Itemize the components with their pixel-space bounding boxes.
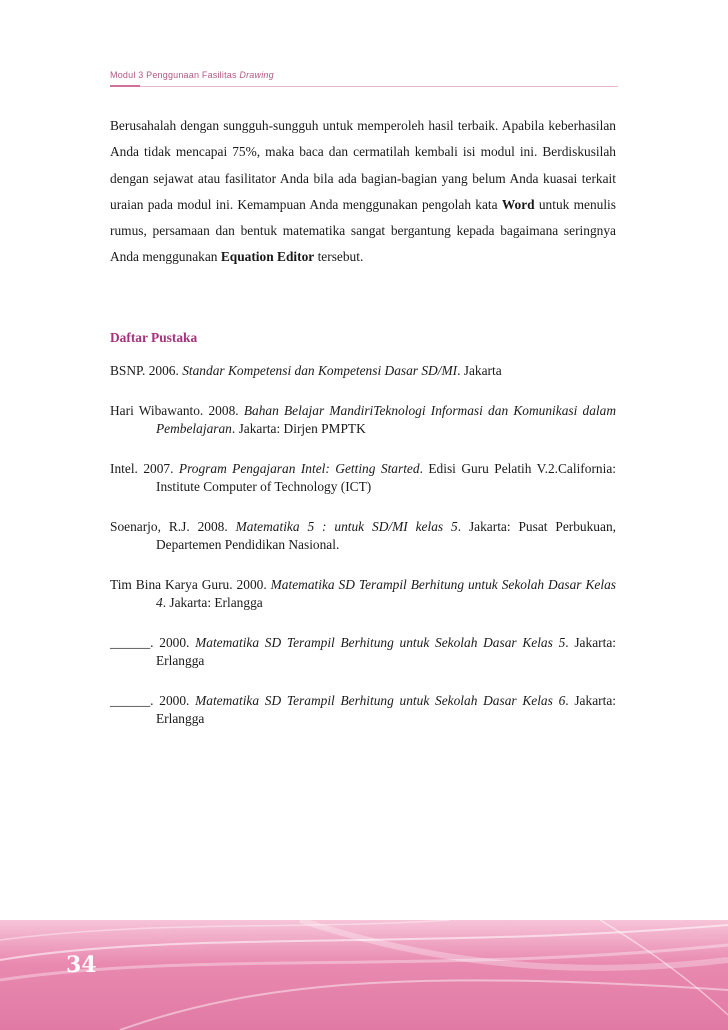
header-divider [110, 86, 618, 87]
reference-title: Program Pengajaran Intel: Getting Started [178, 460, 420, 476]
reference-publisher: . Jakarta: Dirjen PMPTK [231, 421, 366, 436]
reference-item [110, 402, 616, 439]
reference-author-year: Intel. 2007. [110, 460, 179, 476]
reference-title: Matematika SD Terampil Berhitung untuk Sekolah Dasar Kelas 4 [156, 576, 616, 610]
reference-title: Matematika SD Terampil Berhitung untuk Sekolah Dasar Kelas 6 [195, 692, 566, 708]
reference-publisher: . Edisi Guru Pelatih V.2.California: Institute Computer of Technology (ICT) [156, 460, 617, 494]
reference-title: Matematika 5 : untuk SD/MI kelas 5 [235, 518, 458, 534]
header-divider-accent [110, 85, 140, 87]
reference-list [110, 362, 616, 750]
reference-author-year: ______. 2000. [110, 634, 196, 650]
reference-publisher: . Jakarta: Erlangga [156, 692, 616, 726]
reference-title: Matematika SD Terampil Berhitung untuk Sekolah Dasar Kelas 5 [195, 634, 566, 650]
footer-swoosh-graphic [0, 920, 728, 1030]
reference-title: Bahan Belajar MandiriTeknologi Informasi dan Komunikasi dalam Pembelajaran [156, 402, 616, 436]
body-text-part-1: Berusahalah dengan sungguh-sungguh untuk memperoleh hasil terbaik. Apabila keberhasilan Anda tidak mencapai 75%, maka baca dan cermatilah kembali isi modul ini. Berdiskusilah dengan sejawat atau fasilitator Anda bila ada bagian-bagian yang belum Anda kuasai terkait uraian pada modul ini. Kemampuan Anda menggunakan pengolah kata [110, 118, 616, 212]
body-bold-word: Word [501, 196, 535, 212]
reference-author-year: Hari Wibawanto. 2008. [110, 402, 244, 418]
body-bold-equation-editor: Equation Editor [220, 249, 315, 265]
reference-item [110, 576, 616, 613]
header-module-text: Modul 3 Penggunaan Fasilitas [110, 70, 237, 80]
reference-author-year: Soenarjo, R.J. 2008. [110, 518, 236, 534]
reference-item [110, 362, 616, 381]
body-text-part-2: untuk menulis rumus, persamaan dan bentuk matematika sangat bergantung kepada bagaimana seringnya Anda menggunakan [110, 196, 616, 265]
reference-author-year: BSNP. 2006. [110, 363, 183, 378]
header-module-italic: Drawing [239, 70, 274, 80]
reference-author-year: Tim Bina Karya Guru. 2000. [110, 576, 271, 592]
reference-publisher: . Jakarta: Erlangga [162, 595, 263, 610]
reference-author-year: ______. 2000. [110, 692, 196, 708]
body-paragraph [110, 113, 616, 271]
reference-item [110, 518, 616, 555]
running-header [110, 70, 618, 80]
footer-decorative-band [0, 920, 728, 1030]
reference-publisher: . Jakarta [457, 363, 502, 378]
reference-item [110, 634, 616, 671]
section-title-daftar-pustaka: Daftar Pustaka [110, 330, 198, 345]
page-number: 34 [66, 952, 97, 978]
reference-item [110, 460, 616, 497]
reference-title: Standar Kompetensi dan Kompetensi Dasar SD/MI [182, 363, 458, 378]
reference-publisher: . Jakarta: Erlangga [156, 634, 616, 668]
reference-publisher: . Jakarta: Pusat Perbukuan, Departemen Pendidikan Nasional. [156, 518, 616, 552]
body-text-part-3: tersebut. [314, 249, 364, 265]
reference-item [110, 692, 616, 729]
